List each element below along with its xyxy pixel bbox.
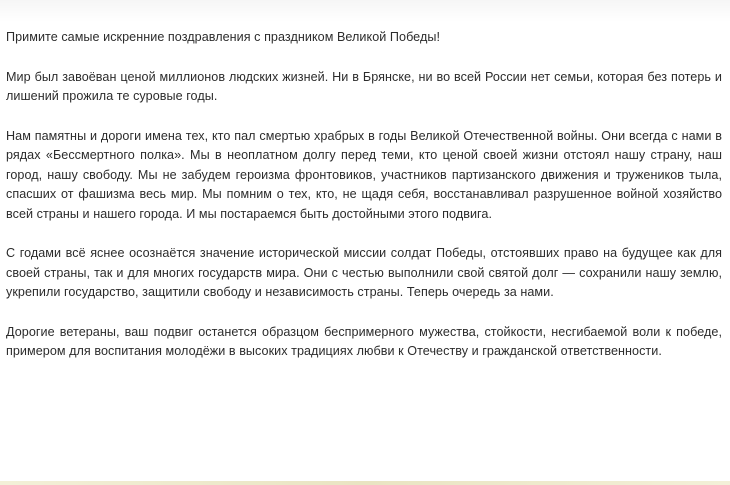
paragraph-mission: С годами всё яснее осознаётся значение исторической миссии солдат Победы, отстоявших право на будущее как для своей страны, так и для многих государств мира. Они с честью выполнили свой святой долг — сохранили нашу землю, укрепили государство, защитили свободу и независимость страны. Теперь очередь за нами. <box>6 246 722 299</box>
article-body <box>6 28 722 382</box>
bottom-divider <box>0 481 730 485</box>
paragraph-veterans: Дорогие ветераны, ваш подвиг останется образцом беспримерного мужества, стойкости, несгибаемой воли к победе, примером для воспитания молодёжи в высоких традициях любви к Отечеству и гражданской ответственности. <box>6 324 722 358</box>
paragraph-greeting: Примите самые искренние поздравления с праздником Великой Победы! <box>6 30 441 44</box>
top-fade <box>0 0 730 22</box>
paragraph-memory: Нам памятны и дороги имена тех, кто пал смертью храбрых в годы Великой Отечественной войны. Они всегда с нами в рядах «Бессмертного полка». Мы в неоплатном долгу перед теми, кто ценой своей жизни отстоял нашу страну, наш город, нашу свободу. Мы не забудем героизма фронтовиков, участников партизанского движения и тружеников тыла, спасших от фашизма весь мир. Мы помним о тех, кто, не щадя себя, восстанавливал разрушенное войной хозяйство всей страны и нашего города. И мы постараемся быть достойными этого подвига. <box>6 128 722 221</box>
paragraph-sacrifice: Мир был завоёван ценой миллионов людских жизней. Ни в Брянске, ни во всей России нет семьи, которая без потерь и лишений прожила те суровые годы. <box>6 69 722 103</box>
